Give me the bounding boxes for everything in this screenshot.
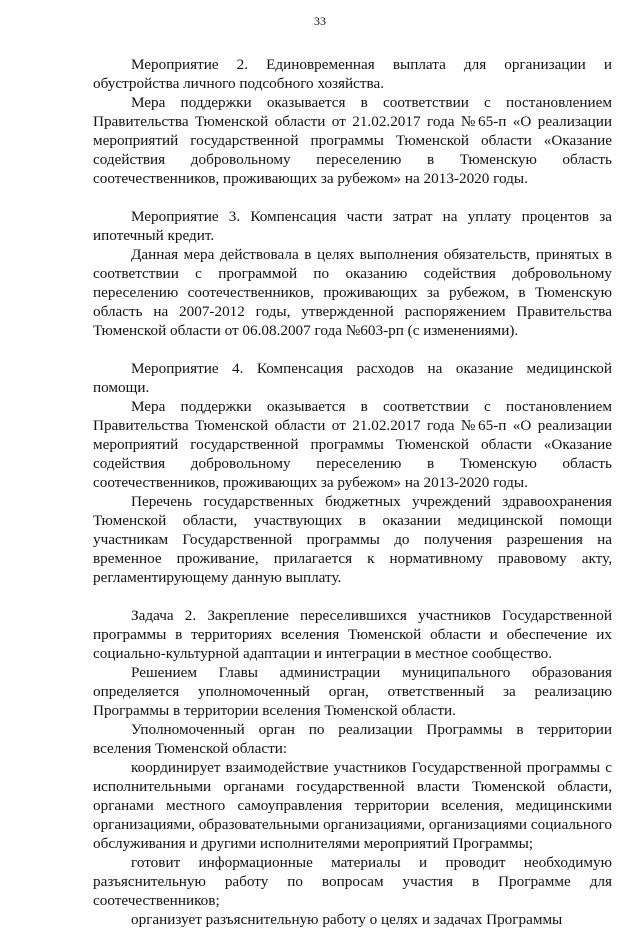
paragraph-task-2-title: Задача 2. Закрепление переселившихся участников Государственной программы в территориях вселения Тюменской области и обеспечение их социально-культурной адаптации и интеграции в местное сообщество. <box>93 607 612 662</box>
paragraph-measure-4-basis: Мера поддержки оказывается в соответствии с постановлением Правительства Тюменской области от 21.02.2017 года №65-п «О реализации мероприятий государственной программы Тюменской области «Оказание содействия добровольному переселению в Тюменскую область соотечественников, проживающих за рубежом» на 2013-2020 годы. <box>93 398 612 491</box>
page-number: 33 <box>314 14 326 28</box>
paragraph-measure-2-basis: Мера поддержки оказывается в соответствии с постановлением Правительства Тюменской области от 21.02.2017 года №65-п «О реализации мероприятий государственной программы Тюменской области «Оказание содействия добровольному переселению в Тюменскую область соотечественников, проживающих за рубежом» на 2013-2020 годы. <box>93 94 612 187</box>
paragraph-authorized-body-decision: Решением Главы администрации муниципального образования определяется уполномоченный орган, ответственный за реализацию Программы в территории вселения Тюменской области. <box>93 664 612 719</box>
paragraph-measure-3-basis: Данная мера действовала в целях выполнения обязательств, принятых в соответствии с программой по оказанию содействия добровольному переселению соотечественников, проживающих за рубежом, в Тюменскую область на 2007-2012 годы, утвержденной распоряжением Правительства Тюменской области от 06.08.2007 года №603-рп (с изменениями). <box>93 246 612 339</box>
paragraph-information-duty: готовит информационные материалы и проводит необходимую разъяснительную работу по вопросам участия в Программе для соотечественников; <box>93 854 612 909</box>
paragraph-authorized-body-intro: Уполномоченный орган по реализации Программы в территории вселения Тюменской области: <box>93 721 612 757</box>
paragraph-measure-4-title: Мероприятие 4. Компенсация расходов на оказание медицинской помощи. <box>93 360 612 396</box>
paragraph-spacer <box>93 188 612 207</box>
document-body <box>93 55 612 929</box>
paragraph-measure-2-title: Мероприятие 2. Единовременная выплата для организации и обустройства личного подсобного хозяйства. <box>93 56 612 92</box>
paragraph-spacer <box>93 340 612 359</box>
paragraph-measure-3-title: Мероприятие 3. Компенсация части затрат на уплату процентов за ипотечный кредит. <box>93 208 612 244</box>
paragraph-medical-institutions: Перечень государственных бюджетных учреждений здравоохранения Тюменской области, участвующих в оказании медицинской помощи участникам Государственной программы до получения разрешения на временное проживание, прилагается к нормативному правовому акту, регламентирующему данную выплату. <box>93 493 612 586</box>
paragraph-explanatory-work-duty: организует разъяснительную работу о целях и задачах Программы <box>131 911 563 928</box>
paragraph-spacer <box>93 587 612 606</box>
paragraph-coordination-duty: координирует взаимодействие участников Государственной программы с исполнительными органами государственной власти Тюменской области, органами местного самоуправления территории вселения, медицинскими организациями, образовательными организациями, организациями социального обслуживания и другими исполнителями мероприятий Программы; <box>93 759 612 852</box>
